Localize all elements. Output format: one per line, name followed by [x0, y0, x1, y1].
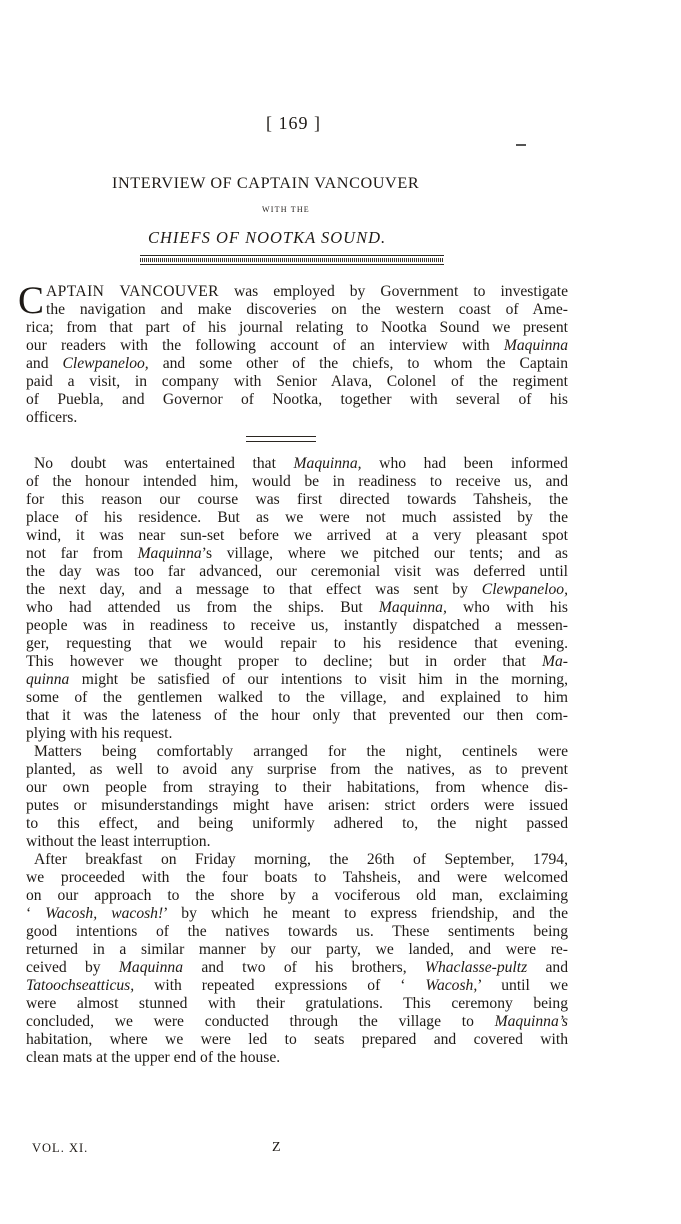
text-line: planted, as well to avoid any surprise from the natives, as to prevent	[26, 761, 568, 778]
text-line: we proceeded with the four boats to Tahsheis, and were welcomed	[26, 869, 568, 886]
text-line: our readers with the following account of an interview with Maquinna	[26, 337, 568, 354]
text-line: officers.	[26, 409, 78, 426]
text-line: plying with his request.	[26, 725, 173, 742]
paragraph-intro	[18, 279, 569, 427]
article-subtitle: CHIEFS OF NOOTKA SOUND.	[148, 228, 387, 247]
paragraph-arrival	[26, 455, 568, 743]
text-line: the day was too far advanced, our ceremonial visit was deferred until	[26, 563, 568, 580]
text-line: place of his residence. But as we were not much assisted by the	[26, 509, 568, 526]
text-line: APTAIN VANCOUVER was employed by Government to investigate	[46, 283, 569, 300]
volume-footer: VOL. XI.	[32, 1141, 89, 1155]
margin-mark	[516, 144, 526, 146]
text-line: habitation, where we were led to seats prepared and covered with	[26, 1031, 568, 1048]
text-line: After breakfast on Friday morning, the 26th of September, 1794,	[34, 851, 568, 868]
text-line: paid a visit, in company with Senior Alava, Colonel of the regiment	[26, 373, 568, 390]
text-line: not far from Maquinna’s village, where we pitched our tents; and as	[26, 545, 569, 562]
text-line: good intentions of the natives towards us. These sentiments being	[26, 923, 568, 940]
text-line: and Clewpaneloo, and some other of the chiefs, to whom the Captain	[26, 355, 568, 372]
text-line: rica; from that part of his journal relating to Nootka Sound we present	[26, 319, 568, 336]
text-line: ceived by Maquinna and two of his brothers, Whaclasse-pultz and	[26, 959, 568, 976]
drop-cap: C	[18, 279, 45, 322]
text-line: that it was the lateness of the hour only that prevented our then com-	[26, 707, 568, 724]
article-title: INTERVIEW OF CAPTAIN VANCOUVER	[112, 174, 420, 192]
text-line: clean mats at the upper end of the house.	[26, 1049, 281, 1066]
text-line: concluded, we were conducted through the village to Maquinna’s	[26, 1013, 568, 1030]
text-line: Tatoochseatticus, with repeated expressions of ‘ Wacosh,’ until we	[26, 977, 568, 994]
paragraph-night	[26, 743, 568, 851]
title-rule-hatched	[140, 258, 444, 262]
text-line: were almost stunned with their gratulations. This ceremony being	[26, 995, 568, 1012]
text-line: quinna might be satisfied of our intentions to visit him in the morning,	[26, 671, 568, 688]
text-line: on our approach to the shore by a vociferous old man, exclaiming	[26, 887, 568, 904]
paragraph-welcome	[26, 851, 568, 1067]
text-line: wind, it was near sun-set before we arrived at a very pleasant spot	[26, 527, 568, 544]
text-line: ‘ Wacosh, wacosh!’ by which he meant to express friendship, and the	[26, 905, 568, 922]
section-rule-bottom	[246, 441, 316, 442]
text-line: No doubt was entertained that Maquinna, who had been informed	[34, 455, 568, 472]
title-rule-top	[140, 255, 444, 256]
text-line: people was in readiness to receive us, instantly dispatched a messen-	[26, 617, 568, 634]
text-line: the navigation and make discoveries on the western coast of Ame-	[46, 301, 568, 318]
text-line: our own people from straying to their habitations, from whence dis-	[26, 779, 568, 796]
page-number: [ 169 ]	[266, 113, 321, 133]
text-line: of Puebla, and Governor of Nootka, together with several of his	[26, 391, 568, 408]
text-line: the next day, and a message to that effect was sent by Clewpaneloo,	[26, 581, 568, 598]
text-line: who had attended us from the ships. But Maquinna, who with his	[26, 599, 568, 616]
text-line: for this reason our course was first directed towards Tahsheis, the	[26, 491, 568, 508]
text-line: Matters being comfortably arranged for the night, centinels were	[34, 743, 568, 760]
text-line: This however we thought proper to decline; but in order that Ma-	[26, 653, 568, 670]
text-line: some of the gentlemen walked to the village, and explained to him	[26, 689, 568, 706]
article-title-connector: WITH THE	[262, 205, 310, 214]
text-line: without the least interruption.	[26, 833, 211, 850]
signature-mark: Z	[272, 1140, 281, 1155]
text-line: of the honour intended him, would be in readiness to receive us, and	[26, 473, 568, 490]
text-line: to this effect, and being uniformly adhered to, the night passed	[26, 815, 568, 832]
title-rule-bottom	[140, 264, 444, 265]
section-rule-top	[246, 436, 316, 437]
text-line: putes or misunderstandings might have arisen: strict orders were issued	[26, 797, 568, 814]
text-line: returned in a similar manner by our party, we landed, and were re-	[26, 941, 568, 958]
text-line: ger, requesting that we would repair to his residence that evening.	[26, 635, 568, 652]
